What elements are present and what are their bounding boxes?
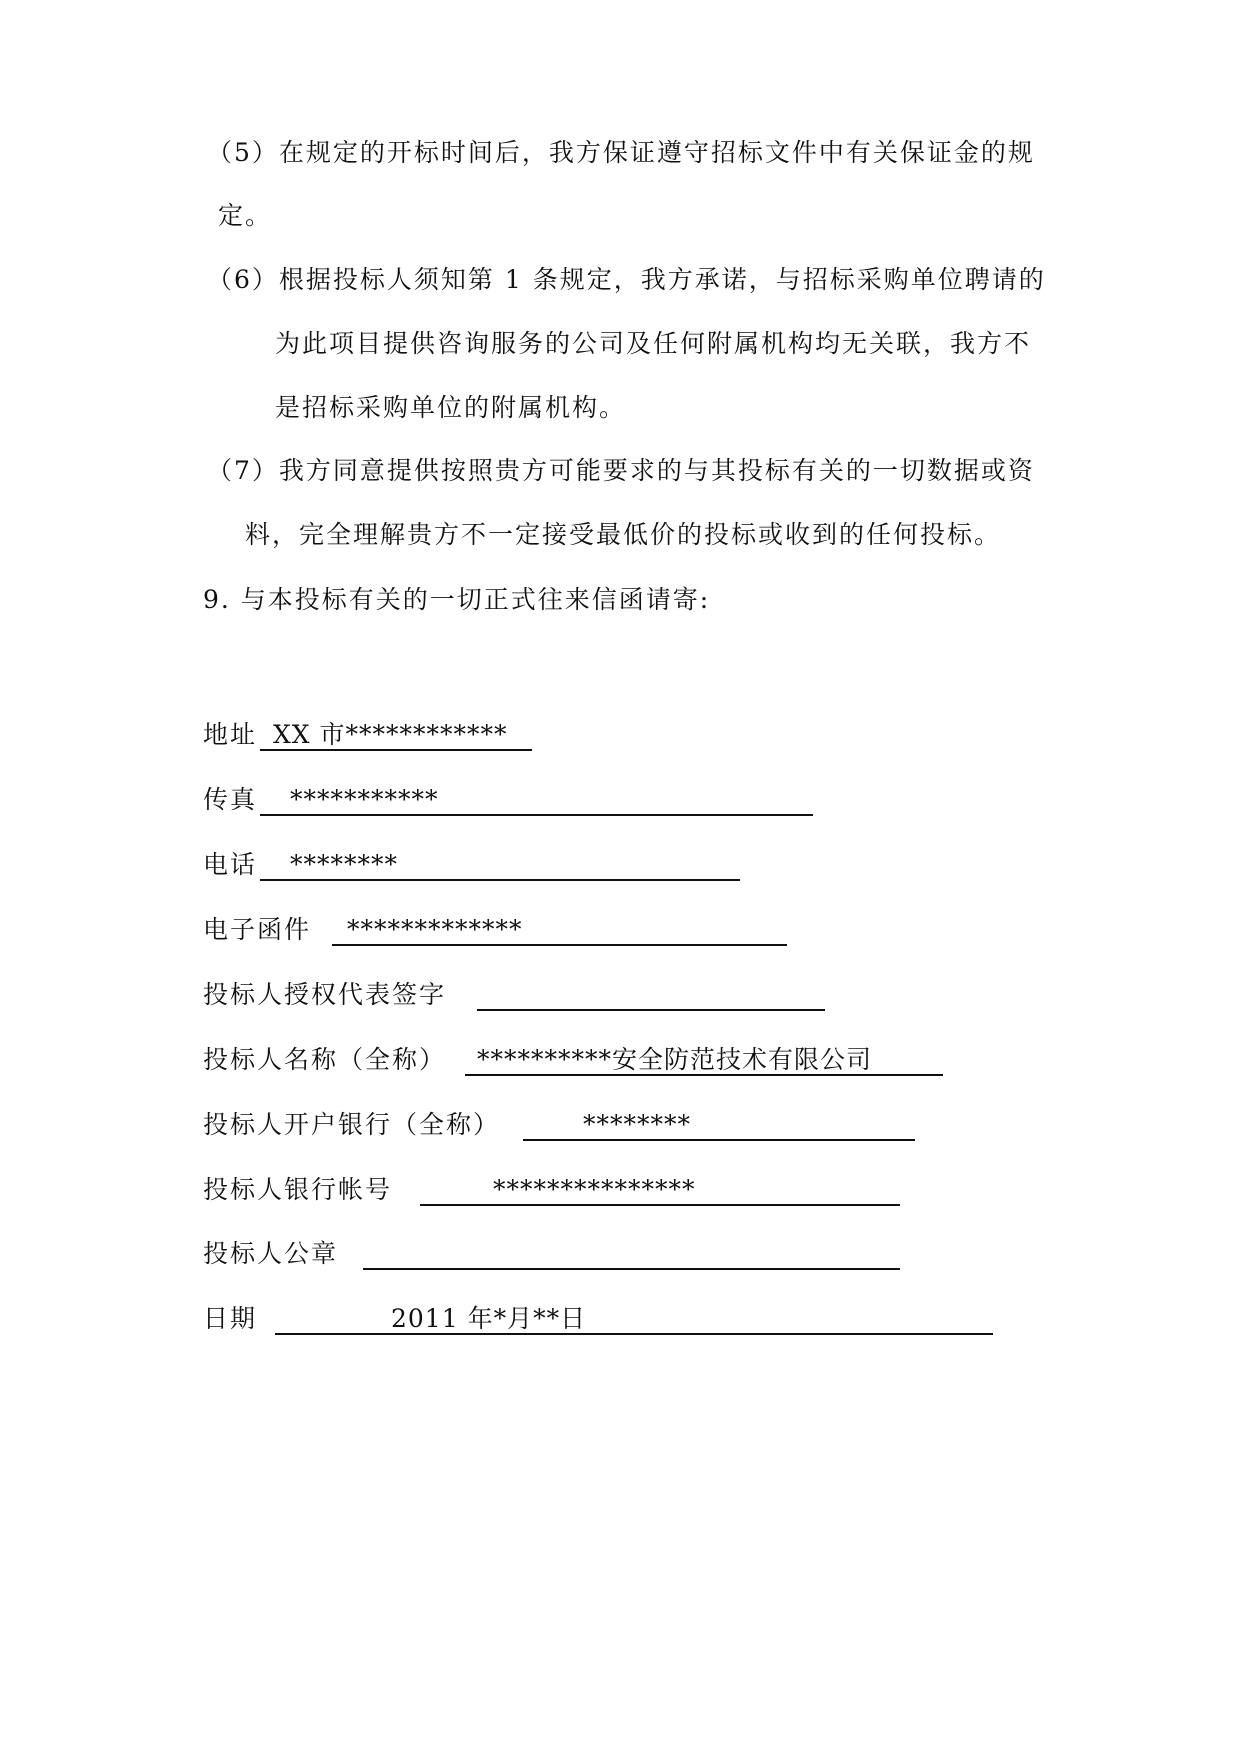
item-9-text: 9. 与本投标有关的一切正式往来信函请寄:	[203, 585, 711, 614]
date-underline	[275, 1333, 993, 1335]
email-field[interactable]	[203, 914, 803, 950]
account-label: 投标人银行帐号	[203, 1175, 393, 1204]
date-value: 2011 年*月**日	[391, 1304, 587, 1333]
date-field[interactable]	[203, 1303, 963, 1339]
clause-5-line-2: 定。	[218, 201, 273, 230]
fax-label: 传真	[203, 785, 258, 814]
bank-field[interactable]	[203, 1109, 923, 1145]
account-field[interactable]	[203, 1174, 903, 1210]
phone-value: ********	[290, 850, 398, 879]
address-field[interactable]	[203, 719, 563, 755]
fax-value: ***********	[290, 785, 439, 814]
bank-value: ********	[583, 1110, 691, 1139]
clause-7-line-1: （7）我方同意提供按照贵方可能要求的与其投标有关的一切数据或资	[207, 456, 1035, 485]
clause-6-line-2: 为此项目提供咨询服务的公司及任何附属机构均无关联，我方不	[275, 329, 1032, 358]
date-label: 日期	[203, 1304, 258, 1333]
bank-label: 投标人开户银行（全称）	[203, 1110, 501, 1139]
email-value: *************	[347, 915, 523, 944]
seal-field[interactable]	[203, 1238, 903, 1274]
fax-field[interactable]	[203, 784, 823, 820]
signature-label: 投标人授权代表签字	[203, 980, 447, 1009]
account-value: ***************	[493, 1175, 696, 1204]
bidder-name-value: **********安全防范技术有限公司	[477, 1045, 873, 1074]
address-label: 地址	[203, 720, 258, 749]
address-value: XX 市************	[273, 720, 508, 749]
bidder-name-label: 投标人名称（全称）	[203, 1045, 447, 1074]
clause-7-line-2: 料，完全理解贵方不一定接受最低价的投标或收到的任何投标。	[245, 520, 1002, 549]
clause-6-line-3: 是招标采购单位的附属机构。	[275, 393, 627, 422]
phone-field[interactable]	[203, 849, 763, 885]
seal-underline	[363, 1268, 900, 1270]
bidder-name-field[interactable]	[203, 1044, 963, 1080]
clause-5-line-1: （5）在规定的开标时间后，我方保证遵守招标文件中有关保证金的规	[207, 138, 1035, 167]
clause-6-line-1: （6）根据投标人须知第 1 条规定，我方承诺，与招标采购单位聘请的	[207, 265, 1046, 294]
phone-label: 电话	[203, 850, 258, 879]
signature-field[interactable]	[203, 979, 843, 1015]
seal-label: 投标人公章	[203, 1239, 339, 1268]
signature-underline	[477, 1009, 825, 1011]
email-label: 电子函件	[203, 915, 312, 944]
bank-underline	[523, 1139, 915, 1141]
